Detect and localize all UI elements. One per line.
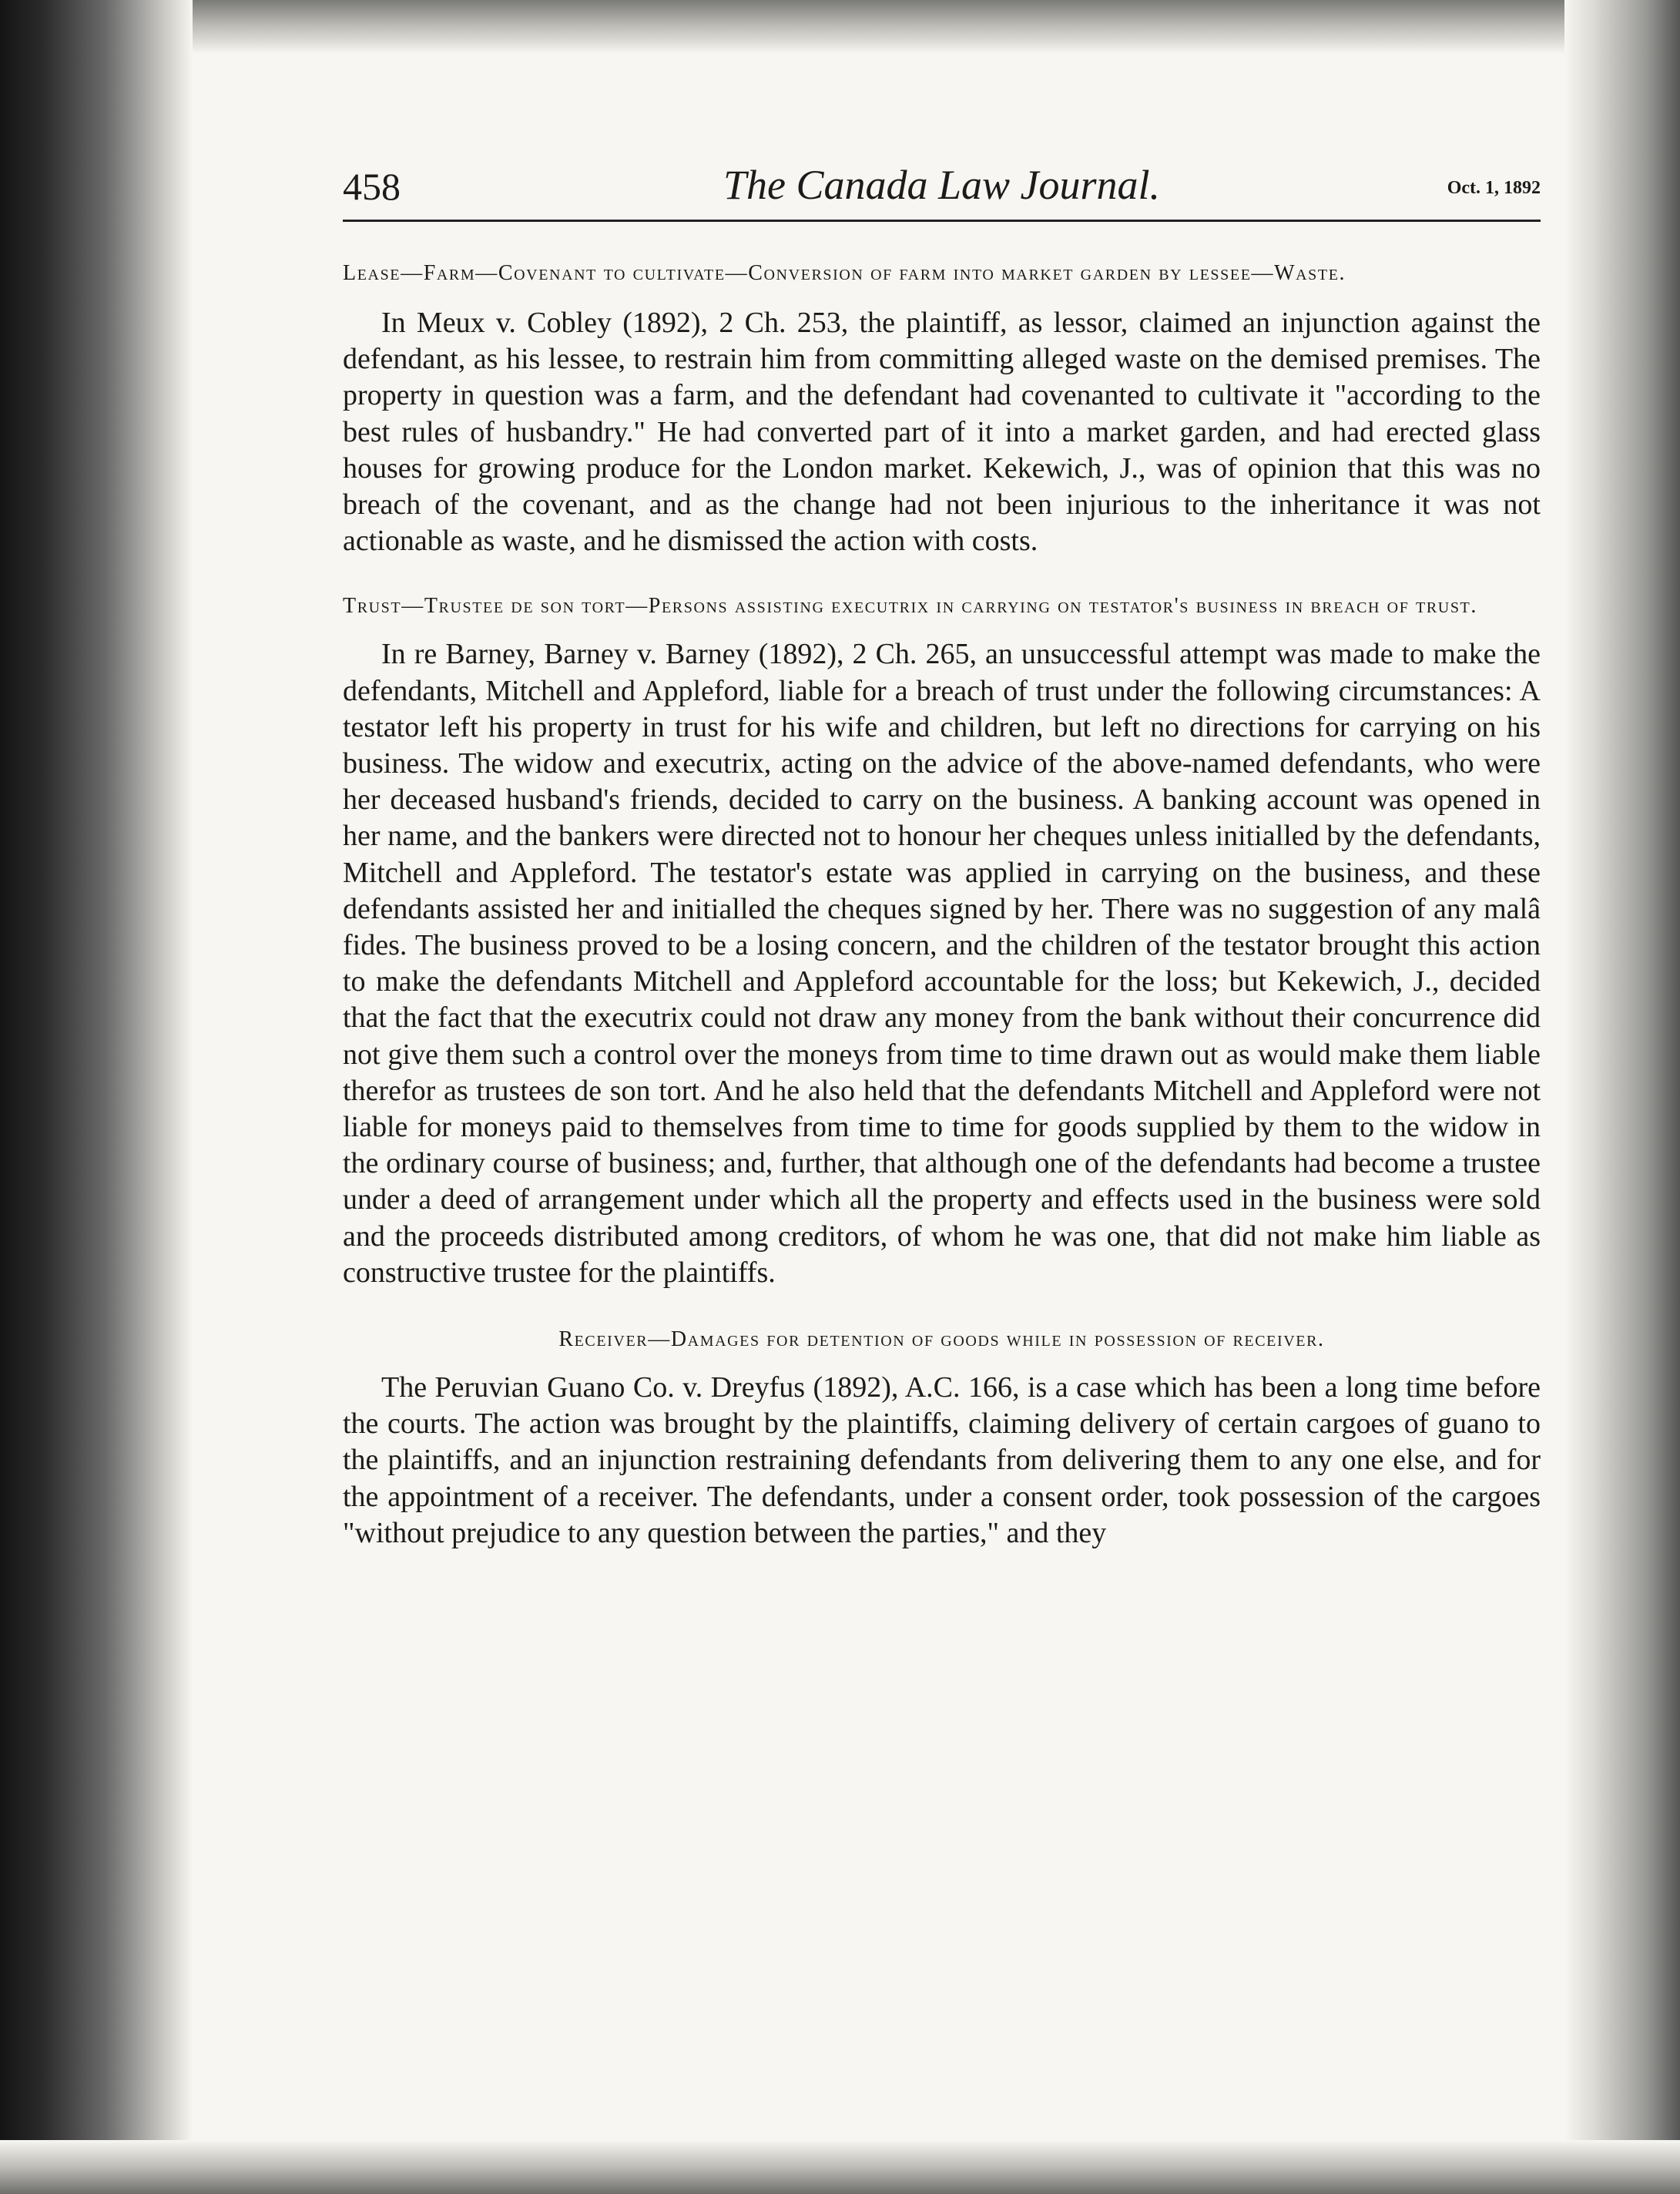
scan-right-edge [1564, 0, 1680, 2194]
section-heading-lease: Lease—Farm—Covenant to cultivate—Conversion of farm into market garden by lessee—Waste. [343, 261, 1346, 285]
section-heading-trust: Trust—Trustee de son tort—Persons assisting executrix in carrying on testator's business in breach of trust. [343, 594, 1477, 619]
scan-bottom-edge [0, 2140, 1680, 2194]
issue-date: Oct. 1, 1892 [1447, 178, 1541, 198]
page-number: 458 [343, 165, 401, 208]
section-paragraph-receiver: The Peruvian Guano Co. v. Dreyfus (1892), A.C. 166, is a case which has been a long time before the courts. The action was brought by the plaintiffs, claiming delivery of certain cargoes of guano to the plaintiffs, and an injunction restraining defendants from delivering them to any one else, and for the appointment of a receiver. The defendants, under a consent order, took possession of the cargoes "without prejudice to any question between the parties," and they [343, 1371, 1541, 1549]
section-paragraph-trust: In re Barney, Barney v. Barney (1892), 2 Ch. 265, an unsuccessful attempt was made to make the defendants, Mitchell and Appleford, liable for a breach of trust under the following circumstances: A testator left his property in trust for his wife and children, but left no directions for carrying on his business. The widow and executrix, acting on the advice of the above-named defendants, who were her deceased husband's friends, decided to carry on the business. A banking account was opened in her name, and the bankers were directed not to honour her cheques unless initialled by the defendants, Mitchell and Appleford. The testator's estate was applied in carrying on the business, and these defendants assisted her and initialled the cheques signed by her. There was no suggestion of any malâ fides. The business proved to be a losing concern, and the children of the testator brought this action to make the defendants Mitchell and Appleford accountable for the loss; but Kekewich, J., decided that the fact that the executrix could not draw any money from the bank without their concurrence did not give them such a control over the moneys from time to time drawn out as would make them liable therefor as trustees de son tort. And he also held that the defendants Mitchell and Appleford were not liable for moneys paid to themselves from time to time for goods supplied by them to the widow in the ordinary course of business; and, further, that although one of the defendants had become a trustee under a deed of arrangement under which all the property and effects used in the business were sold and the proceeds distributed among creditors, of whom he was one, that did not make him liable as constructive trustee for the plaintiffs. [343, 638, 1541, 1289]
scan-top-edge [0, 0, 1680, 54]
section-heading-receiver: Receiver—Damages for detention of goods while in possession of receiver. [558, 1327, 1325, 1352]
scan-left-edge [0, 0, 193, 2194]
section-paragraph-lease: In Meux v. Cobley (1892), 2 Ch. 253, the plaintiff, as lessor, claimed an injunction against the defendant, as his lessee, to restrain him from committing alleged waste on the demised premises. The property in question was a farm, and the defendant had covenanted to cultivate it "according to the best rules of husbandry." He had converted part of it into a market garden, and had erected glass houses for growing produce for the London market. Kekewich, J., was of opinion that this was no breach of the covenant, and as the change had not been injurious to the inheritance it was not actionable as waste, and he dismissed the action with costs. [343, 307, 1541, 558]
journal-title: The Canada Law Journal. [723, 162, 1161, 208]
journal-page [343, 158, 1541, 1552]
page-header [343, 158, 1541, 222]
